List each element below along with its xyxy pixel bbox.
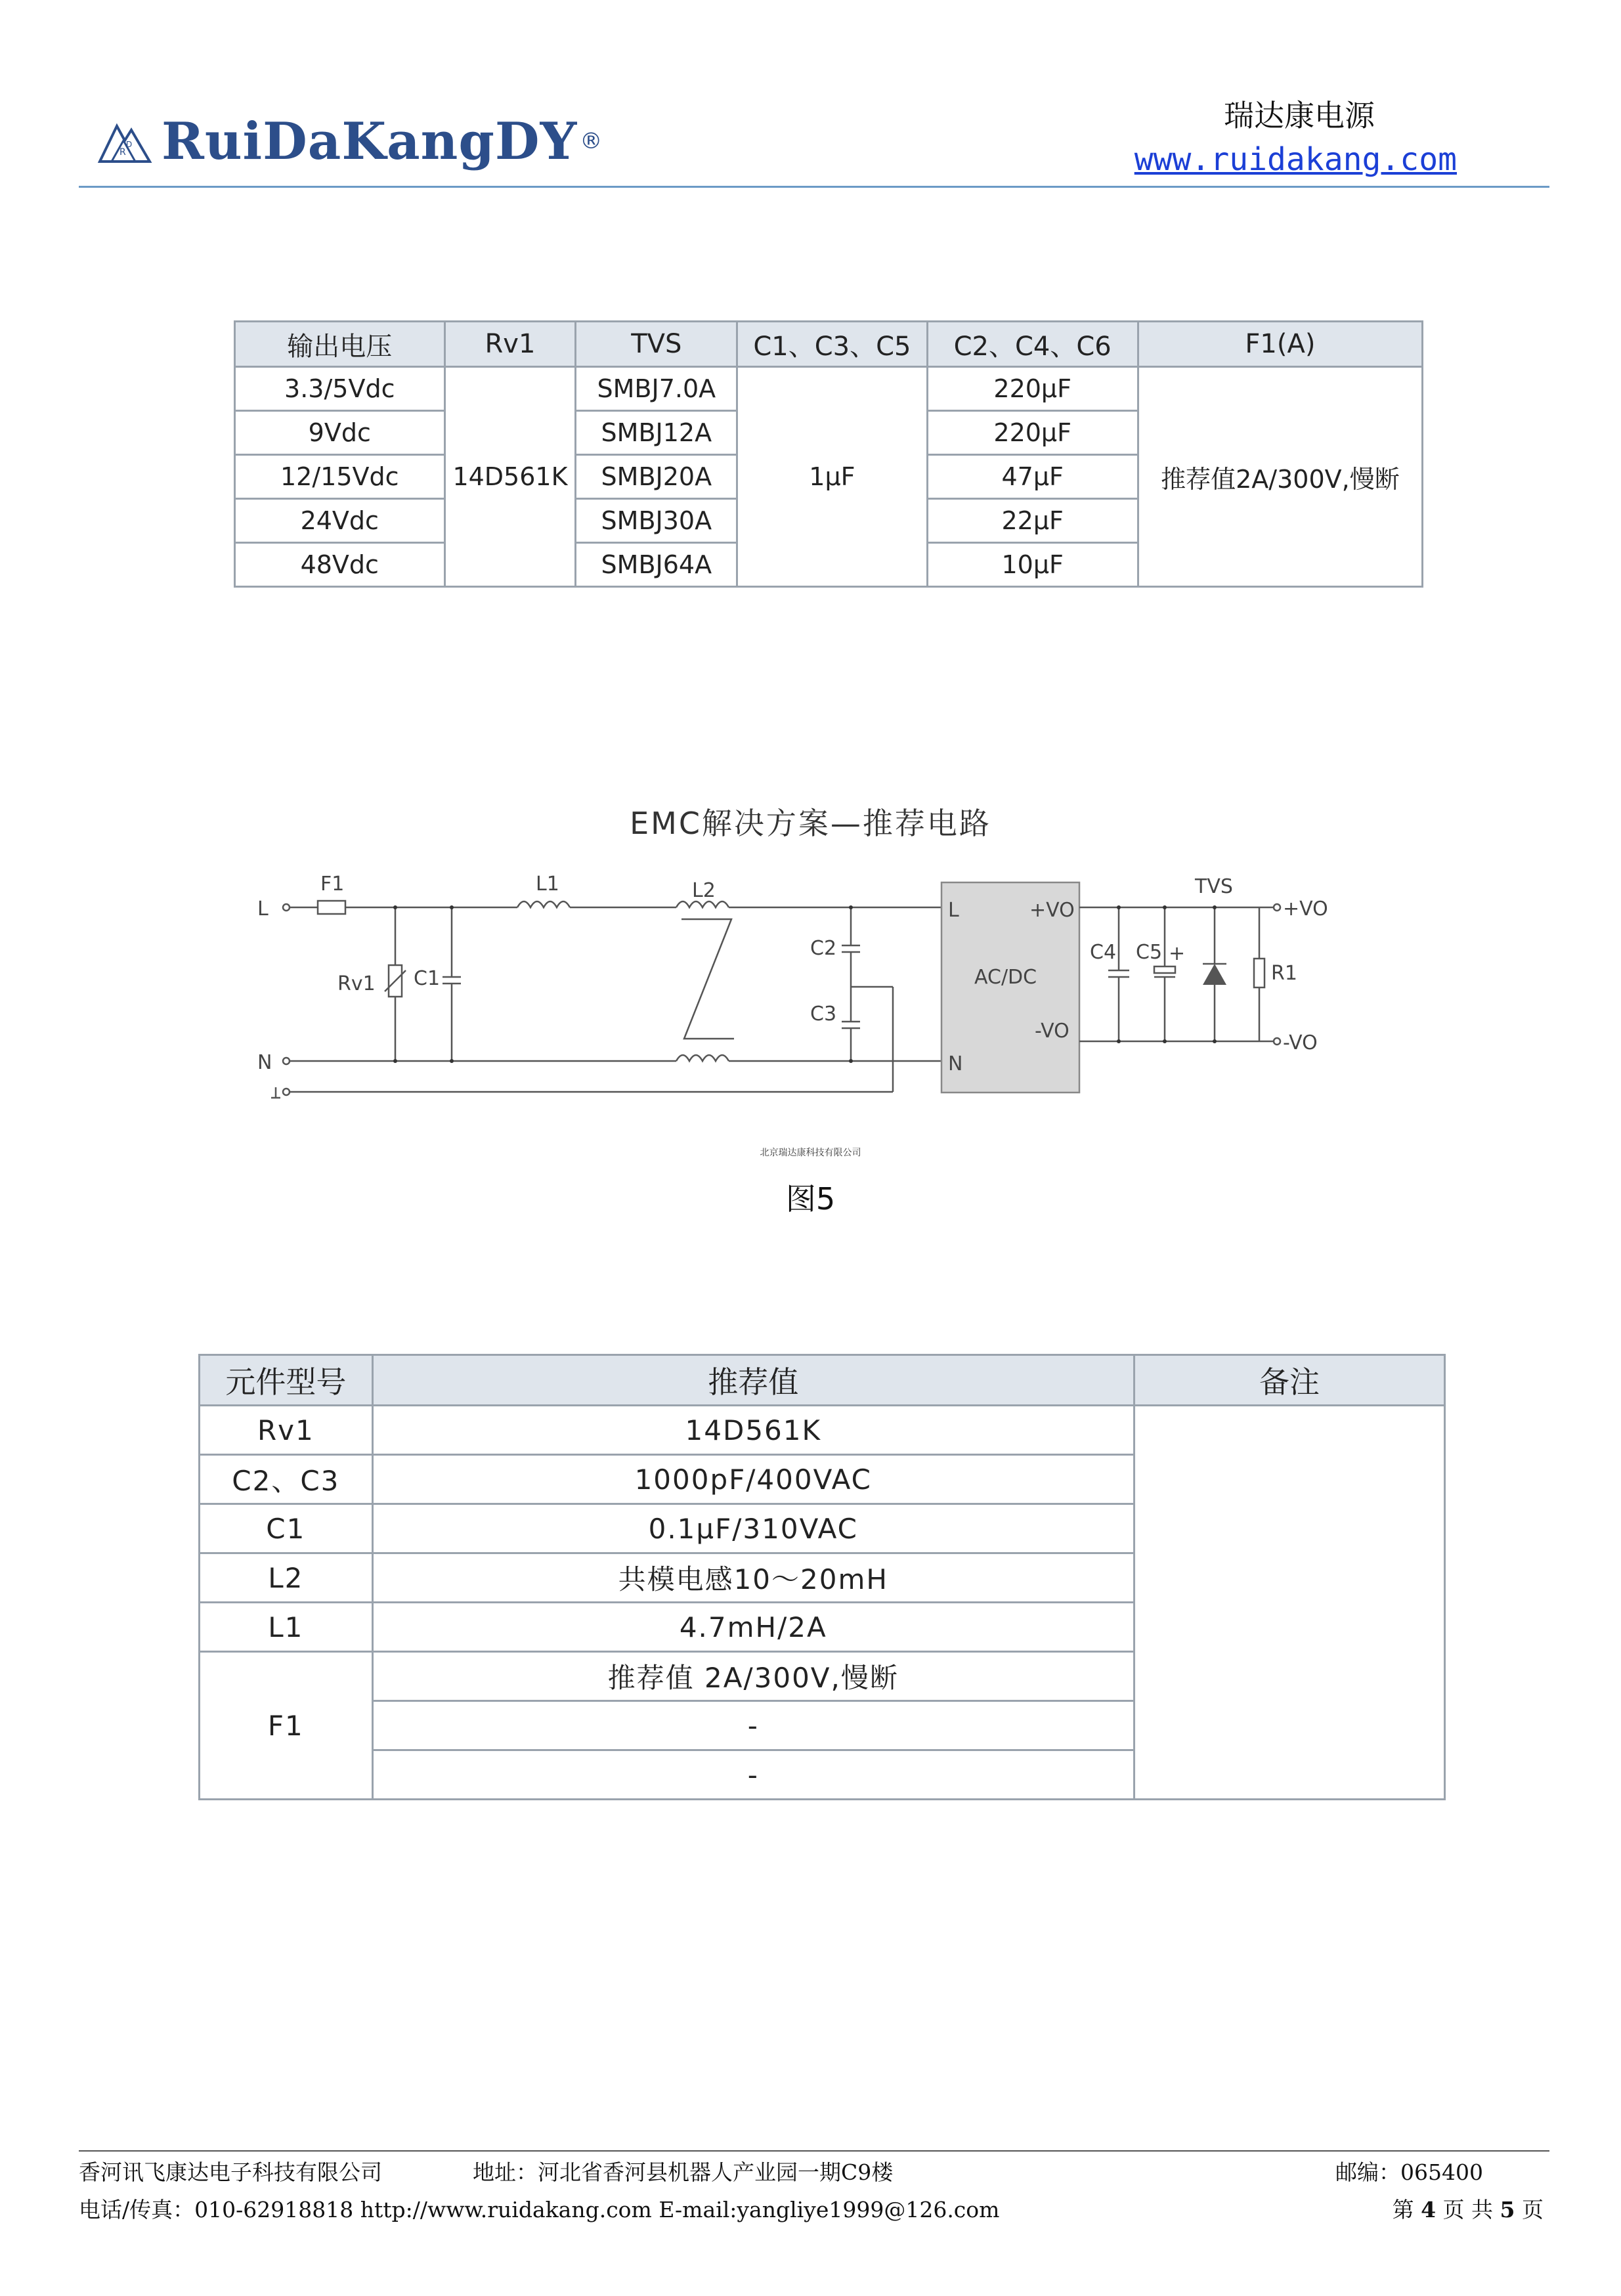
label-TVS: TVS — [1195, 875, 1233, 898]
label-R1: R1 — [1271, 962, 1297, 985]
logo-text: RuiDaKangDY — [162, 111, 578, 171]
part-cell: C1 — [200, 1504, 373, 1553]
label-L: L — [257, 898, 269, 921]
component-table — [198, 1354, 1446, 1800]
table-row — [200, 1406, 1445, 1455]
header-cell: 备注 — [1134, 1355, 1444, 1406]
label-L2: L2 — [692, 879, 716, 902]
c2-cell: 47μF — [927, 455, 1138, 499]
mountain-logo-icon — [97, 118, 152, 164]
header-cell: TVS — [576, 322, 737, 367]
label-module-neg-vo: -VO — [1035, 1020, 1070, 1043]
value-cell: 4.7mH/2A — [372, 1603, 1134, 1652]
label-C3: C3 — [810, 1003, 837, 1026]
page-current: 4 — [1421, 2197, 1437, 2222]
tvs-cell: SMBJ20A — [576, 455, 737, 499]
label-module-N: N — [948, 1052, 963, 1075]
header-cell: Rv1 — [444, 322, 576, 367]
page-number — [1393, 2193, 1544, 2224]
part-cell: F1 — [200, 1652, 373, 1800]
page-total: 5 — [1500, 2197, 1515, 2222]
value-cell: - — [372, 1701, 1134, 1750]
svg-text:R: R — [119, 147, 126, 158]
table-header-row — [235, 322, 1423, 367]
table-header-row — [200, 1355, 1445, 1406]
voltage-cell: 12/15Vdc — [235, 455, 445, 499]
label-C1: C1 — [414, 967, 441, 990]
header-rule — [79, 186, 1549, 188]
label-C5: C5 — [1136, 941, 1163, 964]
header-cell: F1(A) — [1138, 322, 1422, 367]
label-plus: + — [1169, 942, 1186, 965]
page-mid: 页 共 — [1442, 2197, 1494, 2222]
company-url-link[interactable]: www.ruidakang.com — [1134, 141, 1457, 178]
label-module-pos-vo: +VO — [1029, 899, 1075, 922]
footer-postcode: 邮编：065400 — [1335, 2159, 1483, 2185]
footer-rule — [79, 2150, 1549, 2152]
header-cell: 输出电压 — [235, 322, 445, 367]
circuit-title: EMC解决方案—推荐电路 — [630, 806, 991, 841]
voltage-cell: 9Vdc — [235, 411, 445, 455]
company-logo — [97, 105, 602, 177]
footer-company: 香河讯飞康达电子科技有限公司 — [79, 2159, 382, 2185]
c2-cell: 10μF — [927, 543, 1138, 587]
value-cell: 0.1μF/310VAC — [372, 1504, 1134, 1553]
value-cell: 推荐值 2A/300V,慢断 — [372, 1652, 1134, 1701]
label-Rv1: Rv1 — [337, 972, 376, 995]
label-L1: L1 — [536, 873, 559, 896]
page-suffix: 页 — [1522, 2197, 1544, 2222]
value-cell: - — [372, 1750, 1134, 1800]
rv1-cell: 14D561K — [444, 367, 576, 587]
voltage-cell: 24Vdc — [235, 499, 445, 543]
part-cell: Rv1 — [200, 1406, 373, 1455]
company-name: 瑞达康电源 — [1224, 98, 1375, 133]
label-out-neg-vo: -VO — [1283, 1031, 1318, 1054]
footer-contact: 电话/传真：010-62918818 http://www.ruidakang.com E-mail:yangliye1999@126.com — [79, 2197, 1000, 2222]
label-out-pos-vo: +VO — [1283, 898, 1328, 921]
value-cell: 1000pF/400VAC — [372, 1455, 1134, 1504]
part-cell: L2 — [200, 1553, 373, 1603]
c1-cell: 1μF — [737, 367, 927, 587]
label-module-L: L — [948, 899, 959, 922]
c2-cell: 220μF — [927, 367, 1138, 411]
footer-address: 地址：河北省香河县机器人产业园一期C9楼 — [473, 2159, 894, 2185]
label-acdc: AC/DC — [974, 966, 1037, 989]
header-cell: 元件型号 — [200, 1355, 373, 1406]
c2-cell: 22μF — [927, 499, 1138, 543]
diagram-company-note: 北京瑞达康科技有限公司 — [760, 1148, 861, 1158]
emc-circuit-diagram — [243, 854, 1359, 1116]
value-cell: 14D561K — [372, 1406, 1134, 1455]
page-prefix: 第 — [1392, 2197, 1414, 2222]
table-row — [235, 367, 1423, 411]
label-N: N — [257, 1051, 272, 1074]
tvs-cell: SMBJ7.0A — [576, 367, 737, 411]
label-F1: F1 — [320, 873, 345, 896]
f1-cell: 推荐值2A/300V,慢断 — [1138, 367, 1422, 587]
header-cell: C2、C4、C6 — [927, 322, 1138, 367]
c2-cell: 220μF — [927, 411, 1138, 455]
figure-caption: 图5 — [785, 1181, 836, 1217]
voltage-cell: 3.3/5Vdc — [235, 367, 445, 411]
svg-text:D: D — [126, 140, 133, 149]
header-cell: 推荐值 — [372, 1355, 1134, 1406]
part-cell: C2、C3 — [200, 1455, 373, 1504]
part-cell: L1 — [200, 1603, 373, 1652]
label-C2: C2 — [810, 937, 837, 960]
tvs-cell: SMBJ30A — [576, 499, 737, 543]
registered-mark: ® — [580, 128, 603, 154]
value-cell: 共模电感10～20mH — [372, 1553, 1134, 1603]
tvs-cell: SMBJ12A — [576, 411, 737, 455]
tvs-selection-table — [234, 320, 1423, 588]
remark-cell — [1134, 1406, 1444, 1800]
header-cell: C1、C3、C5 — [737, 322, 927, 367]
tvs-cell: SMBJ64A — [576, 543, 737, 587]
label-C4: C4 — [1090, 941, 1117, 964]
voltage-cell: 48Vdc — [235, 543, 445, 587]
